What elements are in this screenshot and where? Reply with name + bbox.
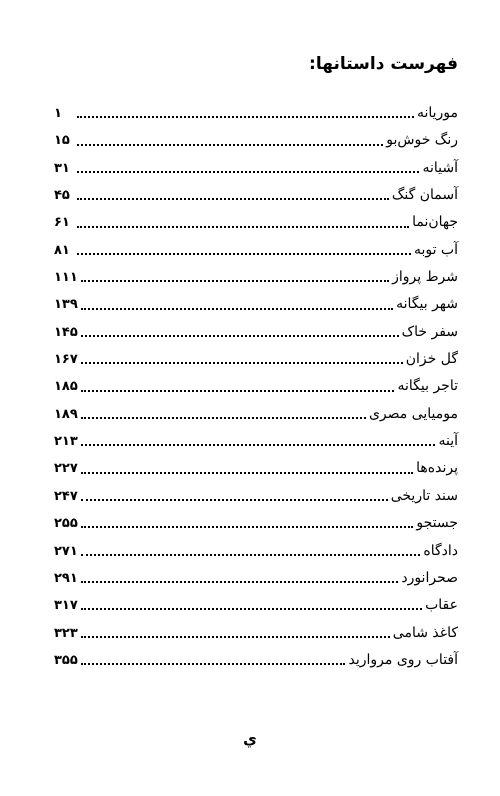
dot-leader <box>77 144 383 146</box>
toc-entry-page-number: ۳۱۷ <box>54 598 78 614</box>
dot-leader <box>81 308 393 310</box>
toc-entry <box>54 510 458 537</box>
toc-entry <box>54 401 458 428</box>
toc-entry-title: سفر خاک <box>401 323 458 340</box>
dot-leader <box>77 198 389 200</box>
dot-leader <box>77 253 411 255</box>
toc-entry-title: شهر بیگانه <box>396 296 458 313</box>
dot-leader <box>77 171 419 173</box>
toc-entry-page-number: ۲۹۱ <box>54 570 78 586</box>
toc-entry <box>54 483 458 510</box>
dot-leader <box>81 444 436 446</box>
toc-entry <box>54 264 458 291</box>
toc-entry-page-number: ۱۸۹ <box>54 406 78 422</box>
toc-entry-page-number: ۱۵ <box>54 133 70 149</box>
toc-entry-page-number: ۲۲۷ <box>54 461 78 477</box>
toc-entry <box>54 620 458 647</box>
dot-leader <box>81 636 390 638</box>
toc-entry <box>54 346 458 373</box>
dot-leader <box>81 554 421 556</box>
toc-entry-title: تاجر بیگانه <box>397 378 458 395</box>
toc-entry <box>54 182 458 209</box>
toc-entry-title: دادگاه <box>423 542 458 559</box>
toc-entry <box>54 319 458 346</box>
toc-entry-title: آسمان گنگ <box>391 187 458 204</box>
toc-entry-title: آشیانه <box>422 159 458 176</box>
dot-leader <box>81 526 414 528</box>
toc-entry-title: صحرانورد <box>401 569 458 586</box>
toc-entry-title: سند تاریخی <box>390 487 458 504</box>
dot-leader <box>81 499 388 501</box>
dot-leader <box>81 280 389 282</box>
toc-entry <box>54 455 458 482</box>
toc-entry-title: جهان‌نما <box>412 214 458 231</box>
toc-entry-title: گل خزان <box>405 351 458 368</box>
dot-leader <box>77 116 414 118</box>
toc-entry-page-number: ۳۵۵ <box>54 652 78 668</box>
toc-entry-title: پرنده‌ها <box>416 460 458 477</box>
toc-entry-page-number: ۱ <box>54 106 62 121</box>
toc-entry-page-number: ۲۵۵ <box>54 516 78 532</box>
page-number: ي <box>243 730 257 748</box>
toc-entry-page-number: ۲۴۷ <box>54 488 78 504</box>
toc-entry-page-number: ۱۴۵ <box>54 324 78 340</box>
toc-entry-page-number: ۱۱۱ <box>54 270 78 286</box>
toc-entry-page-number: ۳۱ <box>54 160 70 176</box>
toc-entry <box>54 428 458 455</box>
toc-entry-page-number: ۱۸۵ <box>54 379 78 395</box>
toc-entry-title: آب توبه <box>413 241 458 258</box>
toc-entry-title: آفتاب روی مروارید <box>348 651 458 668</box>
toc-entry-title: جستجو <box>416 515 458 532</box>
toc-entry-title: مومیایی مصری <box>368 405 458 422</box>
toc-entry-page-number: ۶۱ <box>54 215 70 231</box>
toc-entry-title: آینه <box>438 433 458 450</box>
toc-entry <box>54 291 458 318</box>
toc-entry <box>54 100 458 127</box>
toc-entry-title: عقاب <box>425 597 458 614</box>
toc-entry <box>54 565 458 592</box>
toc-list <box>54 100 458 674</box>
toc-entry-page-number: ۳۲۳ <box>54 625 78 641</box>
toc-entry-page-number: ۴۵ <box>54 188 70 204</box>
toc-entry-title: رنگ خوش‌بو <box>386 132 458 149</box>
dot-leader <box>81 472 413 474</box>
toc-entry <box>54 647 458 674</box>
toc-entry <box>54 373 458 400</box>
toc-entry-title: کاغذ شامی <box>392 624 458 641</box>
dot-leader <box>81 663 346 665</box>
dot-leader <box>81 417 366 419</box>
toc-entry-page-number: ۸۱ <box>54 242 70 258</box>
toc-entry-page-number: ۱۶۷ <box>54 352 78 368</box>
dot-leader <box>81 608 422 610</box>
toc-entry-page-number: ۲۱۳ <box>54 434 78 450</box>
toc-entry-title: موریانه <box>416 105 458 121</box>
dot-leader <box>81 390 395 392</box>
toc-heading: فهرست داستانها: <box>309 54 458 74</box>
toc-entry <box>54 209 458 236</box>
dot-leader <box>81 335 399 337</box>
toc-entry <box>54 127 458 154</box>
dot-leader <box>81 362 403 364</box>
toc-entry <box>54 592 458 619</box>
dot-leader <box>81 581 399 583</box>
toc-entry <box>54 538 458 565</box>
toc-entry <box>54 237 458 264</box>
toc-entry-page-number: ۱۳۹ <box>54 297 78 313</box>
toc-entry-title: شرط پرواز <box>392 269 458 286</box>
toc-entry <box>54 155 458 182</box>
toc-entry-page-number: ۲۷۱ <box>54 543 78 559</box>
dot-leader <box>77 226 409 228</box>
